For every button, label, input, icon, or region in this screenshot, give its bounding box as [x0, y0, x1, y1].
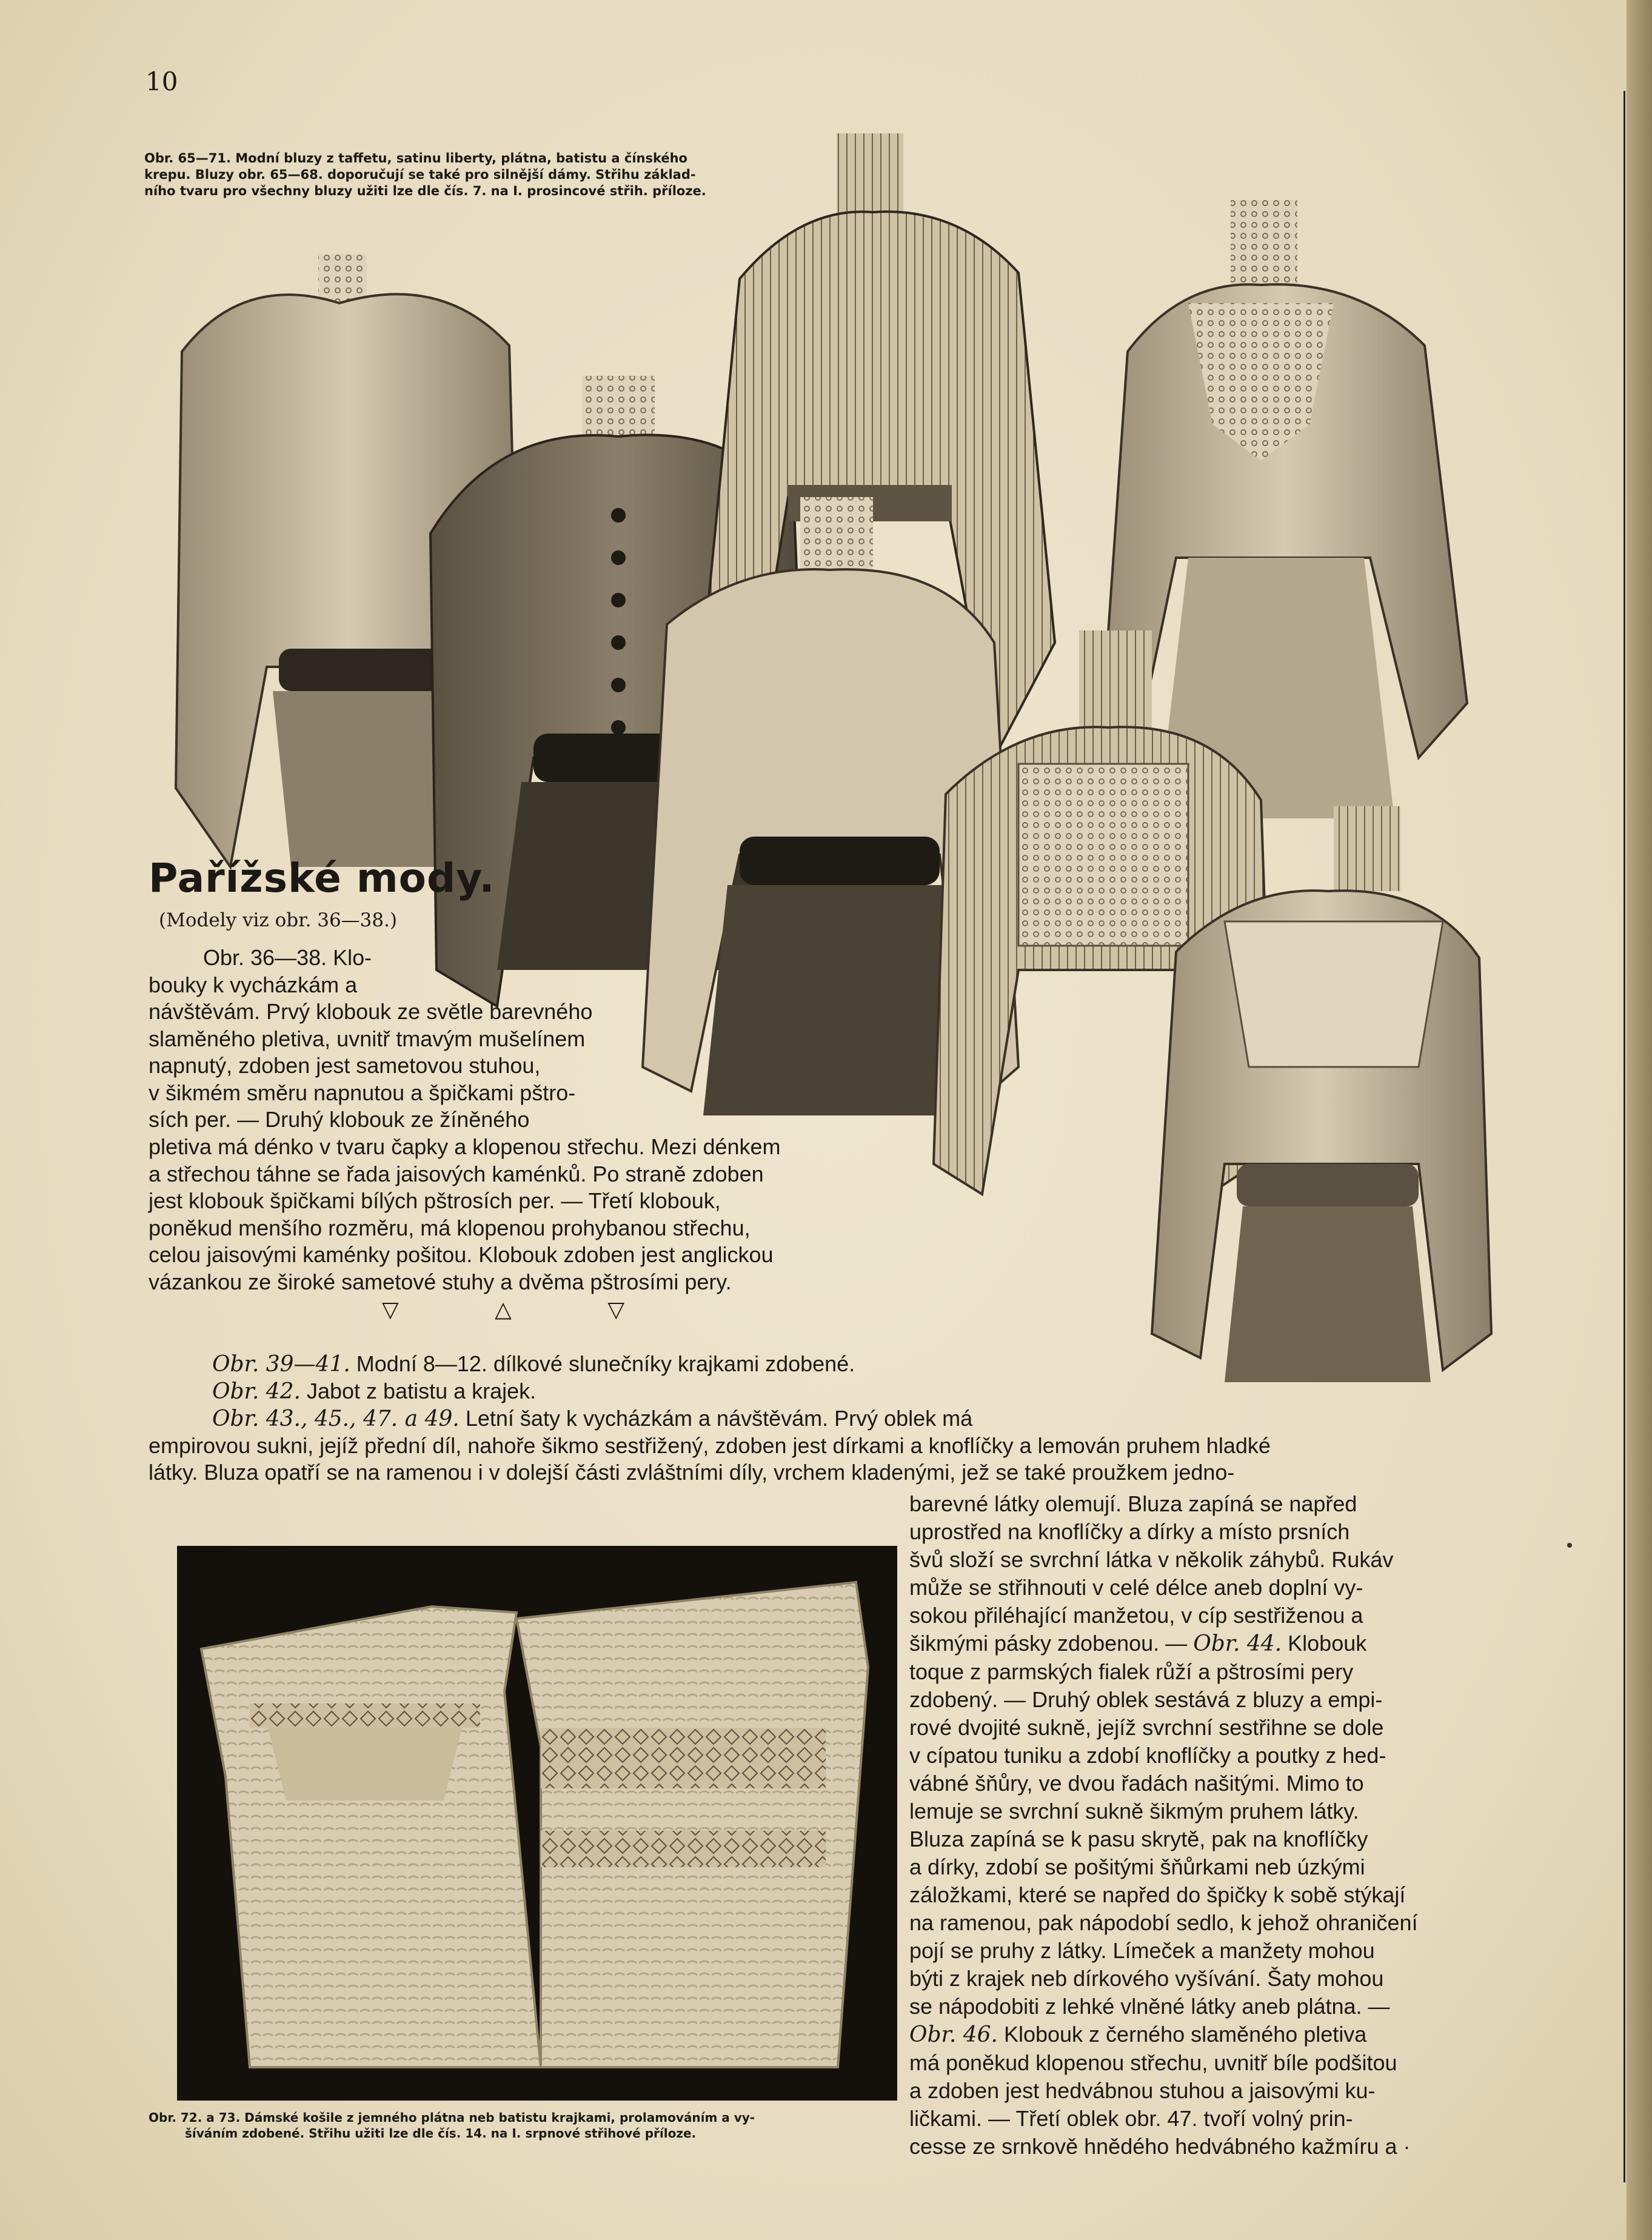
- figure-reference: Obr. 39—41.: [212, 1352, 350, 1377]
- text-line: látky. Bluza opatří se na ramenou i v dolejší části zvláštními díly, vrchem kladenými, jež se také proužkem jedno-: [149, 1460, 1235, 1485]
- article-text-narrow: [149, 944, 634, 1134]
- text-line: celou jaisovými kaménky pošitou. Klobouk zdoben jest anglickou: [149, 1242, 774, 1267]
- text-line: slaměného pletiva, uvnitř tmavým mušelínem: [149, 1026, 586, 1051]
- text-line: švů složí se svrchní látka v několik záhybů. Rukáv: [909, 1547, 1394, 1572]
- text-line: ličkami. — Třetí oblek obr. 47. tvoří volný prin-: [909, 2106, 1353, 2131]
- article-text-wide: [149, 1134, 970, 1296]
- article-subnote: (Modely viz obr. 36—38.): [159, 909, 398, 931]
- figure-reference: Obr. 46.: [909, 2022, 998, 2047]
- ornament-triangle-down: ▽: [607, 1297, 624, 1322]
- section-ornaments: [382, 1297, 624, 1322]
- caption-line: šíváním zdobené. Střihu užiti lze dle čís. 14. na I. srpnové střihové příloze.: [185, 2126, 697, 2141]
- text-line: [149, 1405, 1470, 1433]
- caption-line: krepu. Bluzy obr. 65—68. doporučují se také pro silnější dámy. Střihu základ-: [144, 167, 696, 182]
- text-line: má poněkud klopenou střechu, uvnitř bíle podšitou: [909, 2050, 1397, 2075]
- text-run: Jabot z batistu a krajek.: [300, 1379, 537, 1403]
- text-line: cesse ze srnkově hnědého hedvábného kažmíru a ·: [909, 2134, 1411, 2159]
- print-speck: [1567, 1543, 1572, 1548]
- text-line: šikmými pásky zdobenou. — Obr. 44. Klobouk: [909, 1631, 1367, 1656]
- text-line: a zdoben jest hedvábnou stuhou a jaisovými ku-: [909, 2078, 1376, 2103]
- right-column-text: [909, 1490, 1479, 2161]
- text-line: vábné šňůry, ve dvou řadách našitými. Mimo to: [909, 1771, 1364, 1796]
- chemise-left: [201, 1606, 541, 2067]
- text-line: poněkud menšího rozměru, má klopenou prohybanou střechu,: [149, 1215, 751, 1240]
- text-line: toque z parmských fialek růží a pštrosími pery: [909, 1659, 1354, 1684]
- text-line: býti z krajek neb dírkového vyšívání. Šaty mohou: [909, 1966, 1384, 1991]
- text-line: sích per. — Druhý klobouk ze žíněného: [149, 1107, 530, 1132]
- page-edge: [1627, 0, 1652, 2240]
- ornament-triangle-down: ▽: [382, 1297, 399, 1322]
- text-line: může se střihnouti v celé délce aneb doplní vy-: [909, 1575, 1363, 1600]
- text-line: Bluza zapíná se k pasu skrytě, pak na knoflíčky: [909, 1827, 1368, 1851]
- text-line: pojí se pruhy z látky. Límeček a manžety mohou: [909, 1938, 1375, 1963]
- text-line: [149, 1351, 1470, 1378]
- chemises-photo: [177, 1546, 897, 2101]
- text-run: Letní šaty k vycházkám a návštěvám. Prvý oblek má: [459, 1406, 973, 1431]
- text-line: pletiva má dénko v tvaru čapky a klopenou střechu. Mezi dénkem: [149, 1134, 781, 1159]
- text-line: napnutý, zdoben jest sametovou stuhou,: [149, 1053, 541, 1078]
- text-line: sokou přiléhající manžetou, v cíp sestřiženou a: [909, 1603, 1363, 1628]
- page-number: 10: [145, 67, 178, 96]
- text-line: [909, 2021, 1479, 2049]
- figure-reference: Obr. 43., 45., 47. a 49.: [212, 1406, 460, 1431]
- text-line: empirovou sukni, jejíž přední díl, nahoře šikmo sestřižený, zdoben jest dírkami a knoflíčky a lemován pruhem hladké: [149, 1433, 1271, 1458]
- text-run: Klobouk: [1282, 1631, 1367, 1656]
- text-line: vázankou ze široké sametové stuhy a dvěma pštrosími pery.: [149, 1269, 732, 1294]
- text-line: [149, 1378, 1470, 1405]
- text-line: uprostřed na knoflíčky a dírky a místo prsních: [909, 1519, 1350, 1544]
- text-run: Modní 8—12. dílkové slunečníky krajkami zdobené.: [350, 1351, 855, 1376]
- column-rule: [1624, 91, 1625, 2182]
- text-line: záložkami, které se napřed do špičky k sobě stýkají: [909, 1882, 1406, 1907]
- caption-line: ního tvaru pro všechny bluzy užiti lze dle čís. 7. na I. prosincové střih. příloze.: [144, 184, 706, 198]
- text-run: šikmými pásky zdobenou.: [909, 1631, 1160, 1656]
- text-line: zdobený. — Druhý oblek sestává z bluzy a empi-: [909, 1687, 1383, 1712]
- caption-line: Obr. 65—71. Modní bluzy z taffetu, satinu liberty, plátna, batistu a čínského: [144, 151, 687, 165]
- text-line: v cípatou tuniku a zdobí knoflíčky a poutky z hed-: [909, 1743, 1386, 1768]
- text-line: návštěvám. Prvý klobouk ze světle barevného: [149, 999, 593, 1024]
- article-heading: Pařížské mody.: [149, 855, 495, 901]
- text-line: Obr. 36—38. Klo-: [203, 945, 372, 970]
- text-line: jest klobouk špičkami bílých pštrosích per. — Třetí klobouk,: [149, 1188, 721, 1213]
- section-figures-39-49: [149, 1351, 1470, 1486]
- text-line: v šikmém směru napnutou a špičkami pštro-: [149, 1080, 576, 1105]
- text-run: Klobouk z černého slaměného pletiva: [997, 2022, 1367, 2047]
- caption-line: Obr. 72. a 73. Dámské košile z jemného plátna neb batistu krajkami, prolamováním a vy-: [149, 2110, 755, 2125]
- blouse-figure: [1103, 200, 1467, 818]
- text-line: bouky k vycházkám a: [149, 972, 358, 997]
- text-line: se nápodobiti z lehké vlněné látky aneb plátna. —: [909, 1994, 1390, 2019]
- text-line: na ramenou, pak nápodobí sedlo, k jehož ohraničení: [909, 1910, 1418, 1935]
- photo-caption: [149, 2110, 900, 2141]
- text-line: rové dvojité sukně, jejíž svrchní sestřihne se dole: [909, 1715, 1384, 1740]
- text-line: a dírky, zdobí se pošitými šňůrkami neb úzkými: [909, 1854, 1365, 1879]
- text-line: barevné látky olemují. Bluza zapíná se napřed: [909, 1491, 1357, 1516]
- text-line: a střechou táhne se řada jaisových kaménků. Po straně zdoben: [149, 1161, 764, 1186]
- figure-reference: Obr. 42.: [212, 1379, 301, 1404]
- figure-reference: Obr. 44.: [1193, 1631, 1282, 1656]
- text-line: lemuje se svrchní sukně šikmým pruhem látky.: [909, 1799, 1359, 1824]
- chemise-right: [517, 1582, 868, 2067]
- ornament-triangle-up: △: [495, 1297, 512, 1322]
